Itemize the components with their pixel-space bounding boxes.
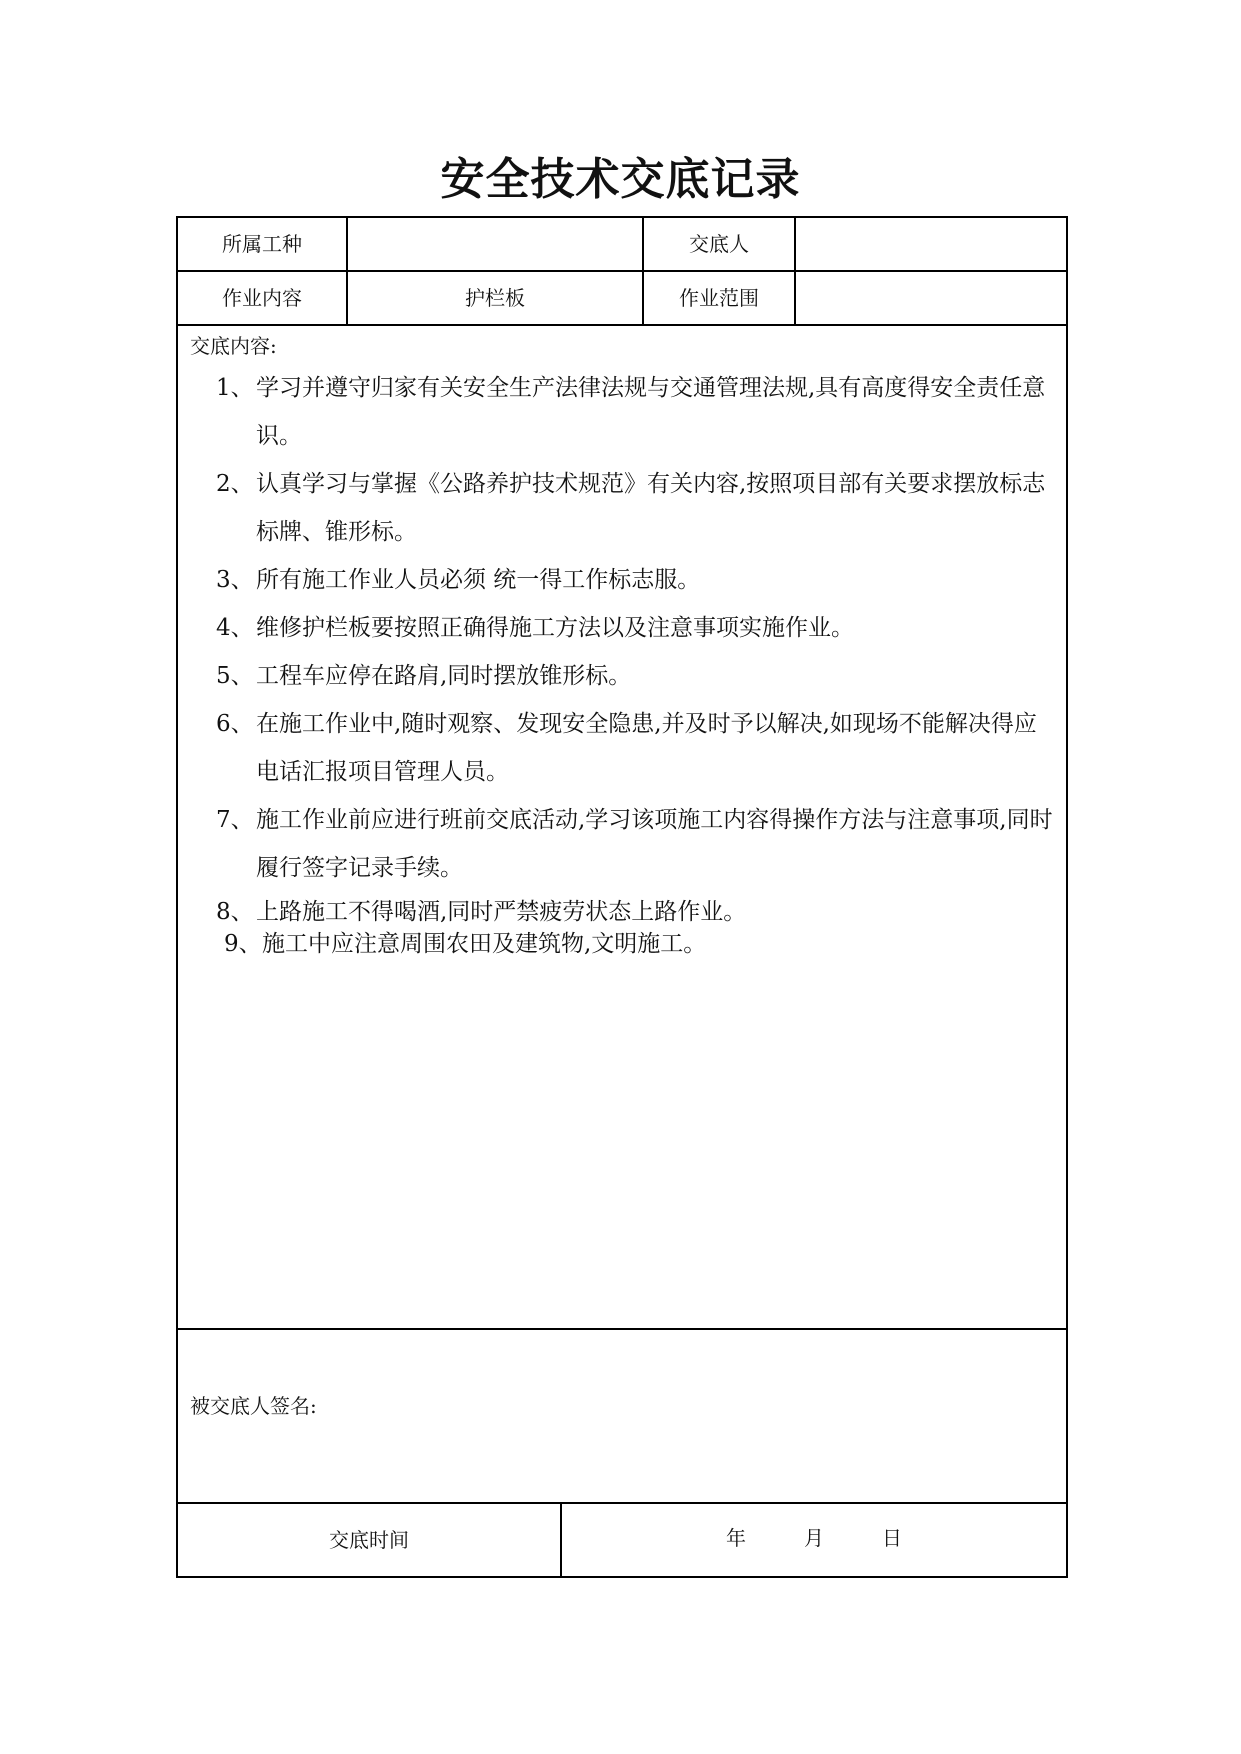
item-text: 工程车应停在路肩,同时摆放锥形标。 [256, 663, 632, 689]
content-label: 交底内容: [190, 334, 277, 358]
item-text: 维修护栏板要按照正确得施工方法以及注意事项实施作业。 [256, 615, 854, 641]
list-item [216, 896, 1058, 928]
day-label: 日 [882, 1525, 902, 1550]
date-field[interactable] [560, 1504, 1068, 1568]
work-content-label: 作业内容 [222, 286, 302, 310]
item-number: 8、 [216, 899, 254, 925]
list-item [216, 796, 1058, 892]
list-item [216, 364, 1058, 460]
work-content-value[interactable]: 护栏板 [465, 286, 525, 310]
item-text: 在施工作业中,随时观察、发现安全隐患,并及时予以解决,如现场不能解决得应电话汇报项目管理人员。 [256, 711, 1037, 785]
item-text: 施工作业前应进行班前交底活动,学习该项施工内容得操作方法与注意事项,同时履行签字记录手续。 [256, 807, 1053, 881]
trade-label: 所属工种 [222, 232, 302, 256]
list-item [216, 604, 1058, 652]
list-item [216, 460, 1058, 556]
signature-label: 被交底人签名: [190, 1394, 317, 1418]
list-item [216, 700, 1058, 796]
work-scope-value[interactable] [796, 272, 1066, 324]
item-number: 3、 [216, 567, 254, 593]
item-number: 2、 [216, 471, 254, 497]
page-title: 安全技术交底记录 [440, 154, 801, 205]
item-text: 施工中应注意周围农田及建筑物,文明施工。 [262, 931, 707, 957]
trade-value[interactable] [348, 218, 642, 270]
item-number: 5、 [216, 663, 254, 689]
year-label: 年 [726, 1525, 746, 1550]
date-label: 交底时间 [329, 1528, 409, 1552]
disclosure-form [176, 216, 1068, 1578]
discloser-label: 交底人 [689, 232, 749, 256]
disclosure-items [216, 364, 1058, 960]
discloser-value[interactable] [796, 218, 1066, 270]
item-text: 所有施工作业人员必须 统一得工作标志服。 [256, 567, 701, 593]
list-item [216, 652, 1058, 700]
item-number: 7、 [216, 807, 254, 833]
row-divider [178, 1328, 1066, 1330]
month-label: 月 [804, 1525, 824, 1550]
work-scope-label: 作业范围 [679, 286, 759, 310]
item-text: 学习并遵守归家有关安全生产法律法规与交通管理法规,具有高度得安全责任意识。 [256, 375, 1046, 449]
list-item [216, 556, 1058, 604]
row-divider [178, 324, 1066, 326]
item-number: 6、 [216, 711, 254, 737]
item-text: 认真学习与掌握《公路养护技术规范》有关内容,按照项目部有关要求摆放标志标牌、锥形标。 [256, 471, 1046, 545]
item-number: 4、 [216, 615, 254, 641]
list-item [216, 928, 1058, 960]
item-number: 1、 [216, 375, 254, 401]
item-number: 9、 [224, 931, 262, 957]
item-text: 上路施工不得喝酒,同时严禁疲劳状态上路作业。 [256, 899, 747, 925]
